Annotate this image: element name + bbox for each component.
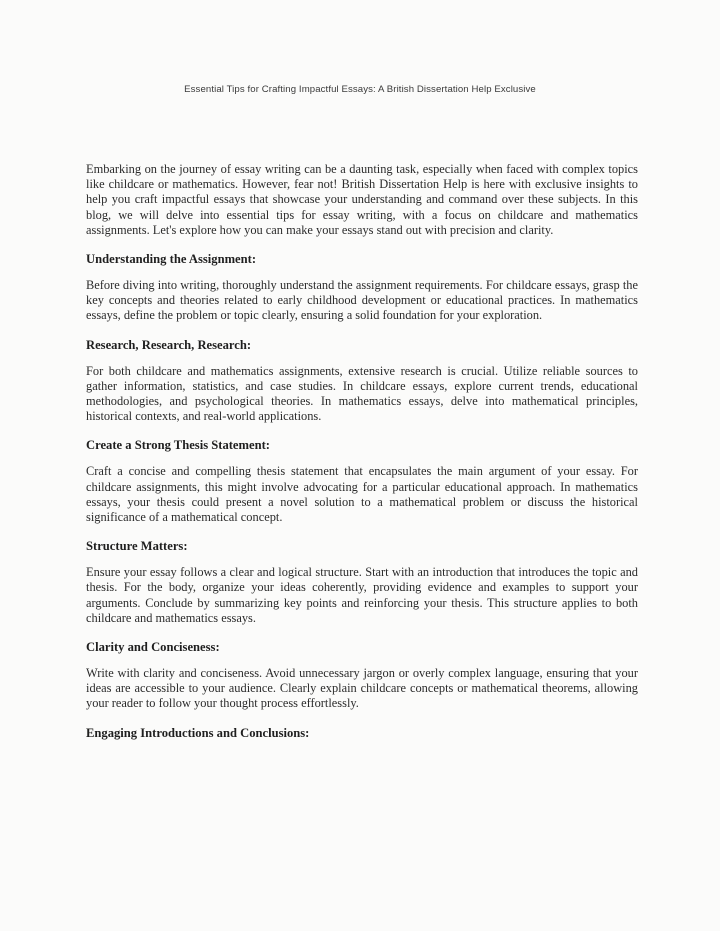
section-paragraph: Before diving into writing, thoroughly understand the assignment requirements. For childcare essays, grasp the key concepts and theories related to early childhood development or educational practices. In mathematics essays, define the problem or topic clearly, ensuring a solid foundation for your exploration.: [86, 278, 638, 323]
section-heading: Clarity and Conciseness:: [86, 640, 220, 655]
section-paragraph: Write with clarity and conciseness. Avoid unnecessary jargon or overly complex language, ensuring that your ideas are accessible to your audience. Clearly explain childcare concepts or mathematical theorems, allowing your reader to follow your thought process effortlessly.: [86, 666, 638, 711]
intro-paragraph: Embarking on the journey of essay writing can be a daunting task, especially when faced with complex topics like childcare or mathematics. However, fear not! British Dissertation Help is here with exclusive insights to help you craft impactful essays that showcase your understanding and command over these subjects. In this blog, we will delve into essential tips for essay writing, with a focus on childcare and mathematics assignments. Let's explore how you can make your essays stand out with precision and clarity.: [86, 162, 638, 237]
document-body: [86, 162, 638, 752]
section-paragraph: For both childcare and mathematics assignments, extensive research is crucial. Utilize reliable sources to gather information, statistics, and case studies. In childcare essays, explore current trends, educational methodologies, and psychological theories. In mathematics essays, delve into mathematical principles, historical contexts, and real-world applications.: [86, 363, 638, 424]
section-heading: Structure Matters:: [86, 539, 188, 554]
section-heading: Research, Research, Research:: [86, 337, 252, 352]
section-heading: Engaging Introductions and Conclusions:: [86, 725, 310, 740]
section-paragraph: Craft a concise and compelling thesis statement that encapsulates the main argument of your essay. For childcare assignments, this might involve advocating for a particular educational approach. In mathematics essays, your thesis could present a novel solution to a mathematical problem or discuss the historical significance of a mathematical concept.: [86, 464, 638, 525]
section-heading: Understanding the Assignment:: [86, 252, 257, 267]
section-heading: Create a Strong Thesis Statement:: [86, 438, 270, 453]
section-paragraph: Ensure your essay follows a clear and logical structure. Start with an introduction that introduces the topic and thesis. For the body, organize your ideas coherently, providing evidence and examples to support your arguments. Conclude by summarizing key points and reinforcing your thesis. This structure applies to both childcare and mathematics essays.: [86, 565, 638, 625]
document-header: Essential Tips for Crafting Impactful Essays: A British Dissertation Help Exclusive: [184, 84, 536, 95]
